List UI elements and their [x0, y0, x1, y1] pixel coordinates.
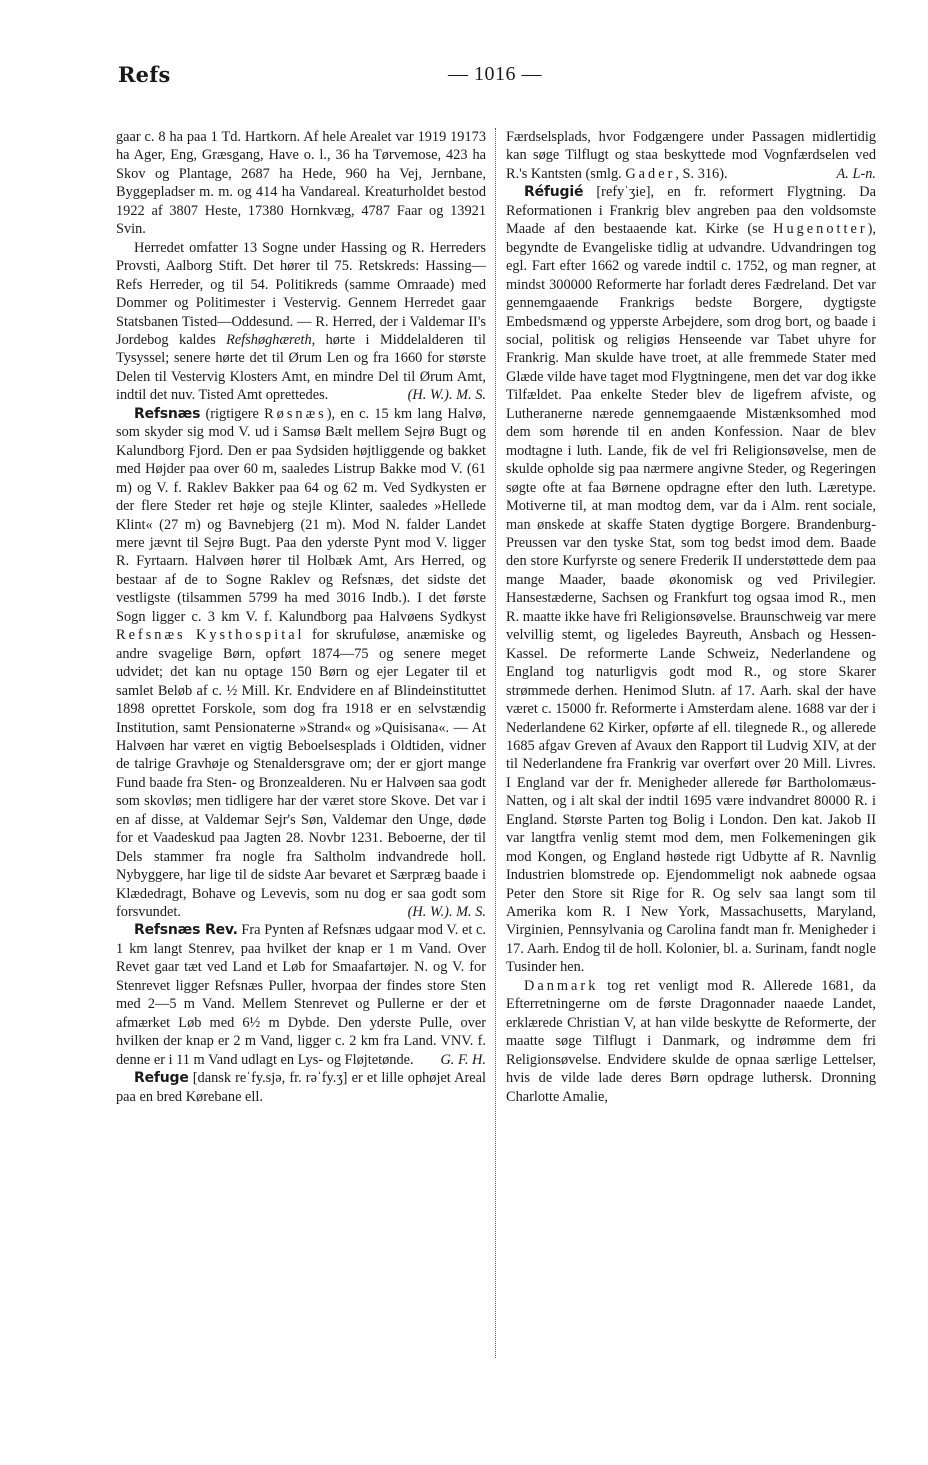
paragraph-refs-herred-administration [116, 239, 486, 405]
author-signature: G. F. H. [440, 1051, 486, 1068]
spaced-term: Røsnæs [264, 405, 327, 422]
paragraph-text: gaar c. 8 ha paa 1 Td. Hartkorn. Af hele Arealet var 1919 19173 ha Ager, Eng, Græsgang, Have o. l., 36 ha Tørvemose, 423 ha Skov og Plantage, 2687 ha Hede, 960 ha Vej, Jernbane, Byggepladser m. m. og 414 ha Vandareal. Kreaturholdet bestod 1922 af 3807 Heste, 17380 Hornkvæg, 4787 Faar og 13921 Svin. [116, 129, 486, 238]
running-head: Refs [118, 62, 171, 87]
spaced-term: Danmark [524, 977, 599, 994]
entry-text: [refyˈʒie], en fr. reformert Flygtning. Da Reformationen i Frankrig blev angreben paa den voldsomste Maade af den bestaaende kat. Kirke (se [506, 184, 876, 238]
entry-text: Færdselsplads, hvor Fodgængere under Passagen midlertidig kan søge Tilflugt og staa beskyttede mod Vognfærdselen ved R.'s Kantsten (smlg. [506, 129, 876, 182]
entry-refsnaes-rev [116, 921, 486, 1069]
entry-text: Fra Pynten af Refsnæs udgaar mod V. et c. 1 km langt Stenrev, paa hvilket der knap er 1 m Vand. Over Revet gaar tæt ved Land et Løb for Smaafartøjer. N. og V. for Stenrevet ligger Refsnæs Puller, hvorpaa der findes store Sten med 2—5 m Vand. Mellem Stenrevet og Pullerne er der et afmærket Løb med 6½ m Dybde. Den yderste Pulle, over hvilken der knap er 2 m Vand, ligger c. 2 km fra Land. VNV. f. denne er i 11 m Vand udlagt en Lys- og Fløjtetønde. [116, 922, 486, 1068]
left-column [116, 128, 486, 1106]
entry-headword: Refsnæs [134, 405, 201, 422]
entry-headword: Refsnæs Rev. [134, 922, 238, 939]
entry-text: (rigtigere [200, 405, 265, 422]
paragraph-refs-herred-end [116, 128, 486, 239]
entry-headword: Refuge [134, 1070, 189, 1087]
author-signature: (H. W.). M. S. [407, 387, 486, 404]
spaced-term: Gader [625, 165, 676, 182]
page-number: — 1016 — [448, 63, 542, 85]
paragraph-text: Herredet omfatter 13 Sogne under Hassing og R. Herreders Provsti, Aalborg Stift. Det hører til 75. Retskreds: Hassing—Refs Herreder, og til 54. Politikreds (samme Omraade) med Dommer og Politimester i Vestervig. Gennem Herredet gaar Statsbanen Tisted—Oddesund. — R. Herred, der i Valdemar II's Jordebog kaldes [116, 239, 486, 348]
entry-refuge-continued [506, 128, 876, 183]
entry-refuge [116, 1069, 486, 1106]
paragraph-text: tog ret venligt mod R. Allerede 1681, da Efterretningerne om de første Dragonnader naaede Landet, erklærede Christian V, at han vilde beskytte de Reformerte, der maatte søge Tilflugt i Danmark, og indrømme dem fri Religionsøvelse. Endvidere skulde de opnaa særlige Lettelser, hvis de vilde lade deres Børn opdrage luthersk. Dronning Charlotte Amalie, [506, 977, 876, 1105]
author-signature: (H. W.). M. S. [407, 904, 486, 921]
page-header [118, 62, 878, 94]
entry-refsnaes [116, 405, 486, 922]
spaced-term: Hugenotter [773, 221, 868, 238]
entry-text: ), begyndte de Evangeliske tidlig at udvandre. Udvandringen tog egl. Fart efter 1662 og varede indtil c. 1752, og man regner, at mindst 300000 Reformerte har forladt deres Fædreland. Det var gennemgaaende Frankrigs bedste Borgere, dygtigste Embedsmænd og ypperste Arbejdere, som drog bort, og baade i social, politisk og religiøs Henseende var Tabet uhyre for Frankrig. Man skulde have troet, at alle fremmede Stater med Glæde vilde have taget mod Flygtningene, men det var dog ikke Tilfældet. Paa enkelte Steder blev de ligefrem afviste, og Lutheranerne nærede gennemgaaende Mistænksomhed mod dem som hørende til en anden Konfession. Naar de blev modtagne i luth. Lande, fik de vel fri Religionsøvelse, men de skulde opholde sig paa nærmere angivne Steder, og Regeringen søgte ofte at faa Børnene opdragne efter den luth. Læretype. Motiverne til, at man modtog dem, var da i Alm. rent sociale, man ønskede at skaffe Staten dygtige Borgere. Brandenburg-Preussen var den tyske Stat, som tog bedst imod dem. Baade den store Kurfyrste og senere Frederik II understøttede dem paa mange Maader, baade økonomisk og ved Privilegier. Hansestæderne, Sachsen og Frankfurt tog ogsaa imod R., men R. maatte ikke have fri Religionsøvelse. Braunschweig var mere velvillig stemt, og ligeledes Bayreuth, Ansbach og Hessen-Kassel. De reformerte Lande Schweiz, Nederlandene og England tog naturligvis godt mod R., og store Skarer strømmede derhen. Henimod Slutn. af 17. Aarh. skal der have været c. 15000 fr. Reformerte i Amsterdam alene. 1688 var der i Nederlandene 62 Kirker, opførte af ell. tilegnede R., og allerede 1685 afgav Greven af Avaux den Rapport til Ludvig XIV, at der til Nederlandene fra Frankrig var overført over 20 Mill. Livres. I England var der fr. Menigheder allerede før Bartholomæus-Natten, og i alt skal der indtil 1695 være indvandret 80000 R. i England. Største Parten tog Bolig i London. Den kat. Jakob II var langtfra venlig stemt mod dem, men Folkemeningen gik mod Kongen, og England høstede rigt Udbytte af R. Navnlig Industrien blomstrede op. Ejendommeligt nok aabnede ogsaa Peter den Store sit Rige for R. Og selv saa langt som til Amerika kom R. I New York, Massachusetts, Maryland, Virginien, Pennsylvania og Carolina fandt man fr. Menigheder i 17. Aarh. Endog til de holl. Kolonier, bl. a. Surinam, fandt nogle Tusinder hen. [506, 221, 876, 976]
entry-headword: Réfugié [524, 184, 584, 201]
entry-text: ), en c. 15 km lang Halvø, som skyder sig mod V. ud i Samsø Bælt mellem Sejrø Bugt og Kalundborg Fjord. Den er paa Sydsiden højtliggende og bakket med Højder paa over 60 m, saaledes Listrup Bakke mod V. (61 m) og V. f. Raklev Bakker paa 64 og 62 m. Ved Sydkysten er der flere Steder ret høje og stejle Klinter, saaledes »Hellede Klint« (27 m) og Bavnebjerg (21 m). Mod N. falder Landet mere jævnt til Sejrø Bugt. Paa den yderste Pynt mod V. ligger R. Fyrtaarn. Halvøen hører til Holbæk Amt, Ars Herred, og bestaar af de to Sogne Raklev og Refsnæs, det sidste det vestligste (tilsammen 5799 ha med 3016 Indb.). I det første Sogn ligger c. 3 km V. f. Kalundborg paa Halvøens Sydkyst [116, 405, 486, 625]
entry-text: , S. 316). [675, 165, 728, 182]
column-divider [495, 128, 496, 1358]
entry-refugie [506, 183, 876, 976]
right-column [506, 128, 876, 1106]
author-signature: A. L-n. [836, 165, 876, 182]
paragraph-text: hørte i Middelalderen til Tysyssel; senere hørte det til Ørum Len og fra 1660 for største Delen til Vestervig Klosters Amt, en mindre Del til Ørum Amt, indtil det nuv. Tisted Amt oprettedes. [116, 331, 486, 404]
spaced-term: Refsnæs Kysthospital [116, 627, 305, 644]
entry-text: for skrufuløse, anæmiske og andre svagelige Børn, opført 1874—75 og senere meget udvidet; det kan nu optage 150 Børn og ejer Legater til et samlet Beløb af c. ½ Mill. Kr. Endvidere en af Blindeinstituttet 1898 oprettet Forskole, som dog fra 1918 er en selvstændig Institution, samt Pensionaterne »Strand« og »Quisisana«. — At Halvøen har været en vigtig Beboelsesplads i Oldtiden, vidner de talrige Gravhøje og Stenaldersgrave om; der er gjort mange Fund baade fra Sten- og Bronzealderen. Nu er Halvøen saa godt som skovløs; men tidligere har der været store Skove. Det var i en af disse, at Valdemar Sejr's Søn, Valdemar den Unge, døde for et Vaadeskud paa Jagten 28. Novbr 1231. Beboerne, der til Dels stammer fra nogle fra Saltholm indvandrede holl. Nybyggere, har lige til de sidste Aar bevaret et Særpræg baade i Klædedragt, Bohave og Levevis, som nu dog er saa godt som forsvundet. [116, 627, 487, 921]
italic-term: Refshøghæreth, [226, 331, 316, 348]
paragraph-refugie-danmark [506, 977, 876, 1106]
entry-text: [dansk reˈfy.sjə, fr. rəˈfy.ʒ] er et lille ophøjet Areal paa en bred Kørebane ell. [116, 1070, 486, 1105]
